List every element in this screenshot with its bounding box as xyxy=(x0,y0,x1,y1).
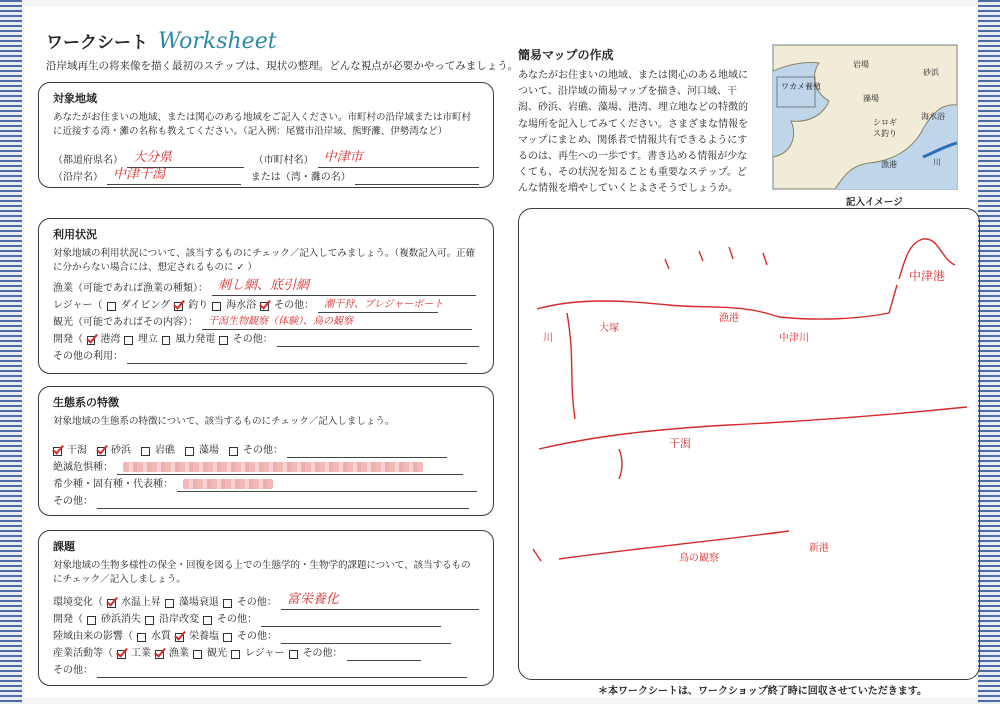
title-japanese: ワークシート xyxy=(46,33,148,53)
dev-other-label: その他： xyxy=(232,334,273,346)
pref-handwritten: 大分県 xyxy=(133,149,173,165)
rare-field[interactable] xyxy=(177,478,477,492)
wind-checkbox[interactable] xyxy=(162,336,170,345)
hand-label-nakatsu-port: 中津港 xyxy=(909,269,946,283)
eco-other-field[interactable] xyxy=(287,444,447,458)
reclaim-label: 埋立 xyxy=(137,334,158,346)
env-handwritten: 富栄養化 xyxy=(286,591,339,607)
tidal-flat-label: 干潟 xyxy=(67,444,87,456)
reef-checkbox[interactable] xyxy=(141,447,150,456)
beach-loss-label: 砂浜消失 xyxy=(101,614,141,626)
fishing-handwritten: 刺し網、底引網 xyxy=(218,277,310,293)
left-border-stripe xyxy=(0,0,22,704)
ecosystem-title: 生態系の特徴 xyxy=(53,396,119,409)
sample-map-image xyxy=(772,44,958,190)
tourism-field[interactable] xyxy=(202,316,472,330)
hand-drawn-map-area[interactable] xyxy=(518,208,980,680)
fishing-label: 漁業（可能であれば漁業の種類）： xyxy=(53,283,208,295)
leisure-handwritten: 潮干狩、プレジャーボート xyxy=(324,298,444,310)
env-other-field[interactable] xyxy=(281,591,479,610)
sample-label-rocks: 岩場 xyxy=(853,60,869,69)
hand-label-fishing-port: 漁港 xyxy=(719,313,739,324)
water-quality-checkbox[interactable] xyxy=(137,633,146,642)
title-english: Worksheet xyxy=(158,29,277,54)
wind-label: 風力発電 xyxy=(175,334,216,346)
land-other-checkbox[interactable] xyxy=(223,633,232,642)
map-section-title: 簡易マップの作成 xyxy=(518,48,614,62)
reef-label: 岩礁 xyxy=(155,444,175,456)
swimming-label: 海水浴 xyxy=(226,300,257,312)
swimming-checkbox[interactable] xyxy=(212,302,221,311)
endangered-label: 絶滅危惧種： xyxy=(53,461,113,473)
usage-other-field[interactable] xyxy=(127,350,467,364)
sample-label-wakame: ワカメ養殖 xyxy=(781,82,821,91)
target-area-box xyxy=(38,82,494,188)
fishery-label: 漁業 xyxy=(169,648,189,660)
angling-label: 釣り xyxy=(188,300,209,312)
hand-label-bird: 鳥の観察 xyxy=(679,553,719,564)
temp-rise-label: 水温上昇 xyxy=(120,597,161,609)
hand-label-tidal-flat: 干潟 xyxy=(669,437,691,450)
fishery-checkbox[interactable] xyxy=(155,650,164,659)
hand-label-nakatsu-river: 中津川 xyxy=(779,333,809,344)
tidal-flat-checkbox[interactable] xyxy=(53,447,62,456)
sample-label-river: 川 xyxy=(933,158,941,167)
map-section-text: あなたがお住まいの地域、または関心のある地域について、沿岸域の簡易マップを描き、河口域、干潟、砂浜、岩礁、藻場、港湾、埋立地などの特徴的な場所を記入してみてください。さまざまな情報をマップにまとめ、関係者で情報共有できるようにするのは、再生への一歩です。書き込める情報が少なくても、その状況を知ることも重要なステップ。どんな情報を増やしていくとよさそうでしょうか。 xyxy=(518,70,748,195)
coast-handwritten: 中津干潟 xyxy=(113,166,166,182)
port-checkbox[interactable] xyxy=(87,336,95,345)
issues-title: 課題 xyxy=(53,540,75,553)
leisure-other-field[interactable] xyxy=(318,298,444,313)
city-handwritten: 中津市 xyxy=(323,149,363,165)
leisure-other-label: その他： xyxy=(274,300,315,312)
leisure-other-checkbox[interactable] xyxy=(260,302,269,311)
usage-desc: 対象地域の利用状況について、該当するものにチェック／記入してみましょう。（複数記入可。正確に分からない場合には、想定されるものに ✓ ） xyxy=(53,247,476,273)
recreation-label: レジャー xyxy=(245,648,285,660)
coast-label: （沿岸名） xyxy=(53,172,103,184)
eco-other-label: その他： xyxy=(243,444,283,456)
redacted-species xyxy=(123,462,423,472)
tourism-handwritten: 干潟生物観察（体験）、鳥の観察 xyxy=(208,315,353,327)
sightseeing-label: 観光 xyxy=(207,648,227,660)
sample-label-swim: 海水浴 xyxy=(921,112,945,121)
port-label: 港湾 xyxy=(100,334,121,346)
issues-box xyxy=(38,530,494,686)
leisure-label: レジャー（ xyxy=(53,300,103,312)
hand-label-otsuka: 大塚 xyxy=(599,323,619,334)
issue-dev-other-field[interactable] xyxy=(261,613,441,627)
city-label: （市町村名） xyxy=(253,155,314,167)
coast-mod-label: 沿岸改変 xyxy=(159,614,199,626)
env-other-checkbox[interactable] xyxy=(223,599,232,608)
water-quality-label: 水質 xyxy=(151,631,171,643)
usage-other-label: その他の利用： xyxy=(53,351,123,363)
eco-misc-label: その他： xyxy=(53,495,93,507)
target-area-title: 対象地域 xyxy=(53,92,97,105)
worksheet-page xyxy=(24,6,976,698)
seagrass-decline-label: 藻場衰退 xyxy=(178,597,219,609)
dev-label: 開発（ xyxy=(53,334,83,346)
target-area-desc: あなたがお住まいの地域、または関心のある地域をご記入ください。市町村の沿岸域または市町村に近接する湾・灘の名称も教えてください。（記入例：尾鷲市沿岸域、熊野灘、伊勢湾など） xyxy=(53,111,472,137)
issues-misc-label: その他： xyxy=(53,665,93,677)
diving-label: ダイビング xyxy=(120,300,171,312)
usage-box xyxy=(38,218,494,374)
temp-rise-checkbox[interactable] xyxy=(107,599,116,608)
eco-misc-field[interactable] xyxy=(97,495,469,509)
industry-label: 産業活動等（ xyxy=(53,648,113,660)
industry-other-label: その他： xyxy=(302,648,343,660)
sand-beach-label: 砂浜 xyxy=(111,444,131,456)
land-other-label: その他： xyxy=(237,631,277,643)
seagrass-label: 藻場 xyxy=(199,444,219,456)
rare-label: 希少種・固有種・代表種： xyxy=(53,478,173,490)
worksheet-title xyxy=(46,28,277,54)
diving-checkbox[interactable] xyxy=(107,302,116,311)
land-label: 陸域由来の影響（ xyxy=(53,631,133,643)
sample-caption: 記入イメージ xyxy=(846,197,903,208)
sample-label-port: 漁港 xyxy=(881,160,897,169)
coast-mod-checkbox[interactable] xyxy=(145,616,154,625)
beach-loss-checkbox[interactable] xyxy=(87,616,96,625)
seagrass-decline-checkbox[interactable] xyxy=(165,599,174,608)
hand-label-new-port: 新港 xyxy=(809,543,829,554)
coast-field[interactable] xyxy=(107,166,241,185)
seagrass-checkbox[interactable] xyxy=(185,447,194,456)
fishing-field[interactable] xyxy=(212,277,476,296)
sightseeing-checkbox[interactable] xyxy=(193,650,202,659)
footer-note: ＊本ワークシートは、ワークショップ終了時に回収させていただきます。 xyxy=(598,686,927,697)
bay-label: または（湾・灘の名） xyxy=(250,172,351,184)
fishing-rod-checkbox[interactable] xyxy=(174,302,183,311)
ecosystem-desc: 対象地域の生態系の特徴について、該当するものにチェック／記入しましょう。 xyxy=(53,415,395,427)
issue-dev-label: 開発（ xyxy=(53,614,83,626)
industry-opt-label: 工業 xyxy=(131,648,151,660)
dev-other-field[interactable] xyxy=(277,333,479,347)
intro-text: 沿岸域再生の将来像を描く最初のステップは、現状の整理。どんな視点が必要かやってみましょう。 xyxy=(46,60,519,72)
dev-other-checkbox[interactable] xyxy=(219,336,227,345)
issue-dev-other-label: その他： xyxy=(217,614,257,626)
sample-label-kisu: シロギス釣り xyxy=(873,118,897,138)
endangered-field[interactable] xyxy=(117,461,463,475)
issues-misc-field[interactable] xyxy=(97,664,467,678)
env-label: 環境変化（ xyxy=(53,597,103,609)
issue-dev-other-checkbox[interactable] xyxy=(203,616,212,625)
nutrients-label: 栄養塩 xyxy=(189,631,219,643)
pref-label: （都道府県名） xyxy=(53,155,123,167)
hand-label-river: 川 xyxy=(543,333,553,344)
sample-label-sand: 砂浜 xyxy=(923,68,939,77)
ecosystem-box xyxy=(38,386,494,516)
bay-field[interactable] xyxy=(355,171,479,185)
recreation-checkbox[interactable] xyxy=(231,650,240,659)
industry-other-field[interactable] xyxy=(347,647,421,661)
industry-checkbox[interactable] xyxy=(117,650,126,659)
reclaim-checkbox[interactable] xyxy=(124,336,132,345)
nutrients-checkbox[interactable] xyxy=(175,633,184,642)
land-other-field[interactable] xyxy=(281,630,451,644)
industry-other-checkbox[interactable] xyxy=(289,650,298,659)
tourism-label: 観光（可能であればその内容）： xyxy=(53,317,198,329)
sand-beach-checkbox[interactable] xyxy=(97,447,106,456)
sample-label-seagrass: 藻場 xyxy=(863,94,879,103)
issues-desc: 対象地域の生物多様性の保全・回復を図る上での生態学的・生物学的課題について、該当するものにチェック／記入しましょう。 xyxy=(53,559,471,585)
right-border-stripe xyxy=(978,0,1000,704)
usage-title: 利用状況 xyxy=(53,228,97,241)
city-field[interactable] xyxy=(318,149,479,168)
eco-other-checkbox[interactable] xyxy=(229,447,238,456)
env-other-label: その他： xyxy=(236,597,277,609)
redacted-rare xyxy=(183,479,273,489)
